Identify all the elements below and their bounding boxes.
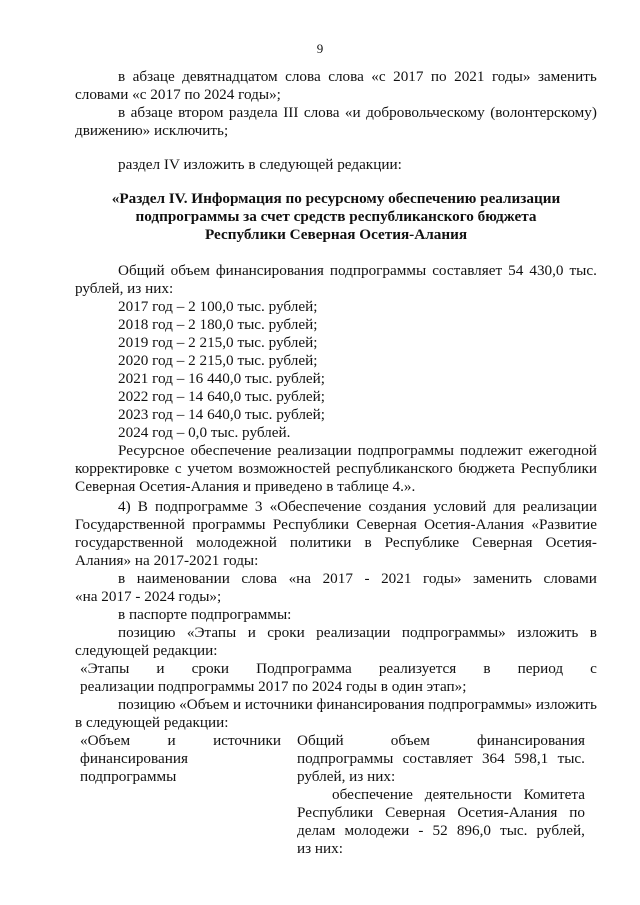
paragraph-line: реализации подпрограммы 2017 по 2024 годы в один этап»; (80, 678, 467, 695)
page-number: 9 (316, 41, 324, 56)
paragraph-line: раздел IV изложить в следующей редакции: (118, 156, 402, 173)
paragraph-line: Северная Осетия-Алания и приведено в таблице 4.». (75, 478, 416, 495)
table-right-line: обеспечение деятельности Комитета (332, 786, 585, 803)
table-right-line: из них: (297, 840, 343, 857)
table-left-line: «Объем и источники (80, 732, 281, 749)
paragraph-line: государственной молодежной политики в Республике Северная Осетия- (75, 534, 597, 551)
table-right-line: Общий объем финансирования (297, 732, 585, 749)
table-right-line: делам молодежи - 52 896,0 тыс. рублей, (297, 822, 585, 839)
paragraph-line: 2021 год – 16 440,0 тыс. рублей; (118, 370, 326, 387)
paragraph-line: позицию «Объем и источники финансирования подпрограммы» изложить (118, 696, 597, 713)
table-left-line: подпрограммы (80, 768, 177, 785)
paragraph-line: Алания» на 2017-2021 годы: (75, 552, 259, 569)
paragraph-line: «на 2017 - 2024 годы»; (75, 588, 222, 605)
paragraph-line: 2017 год – 2 100,0 тыс. рублей; (118, 298, 318, 315)
paragraph-line: Республики Северная Осетия-Алания (204, 226, 468, 243)
paragraph-line: Ресурсное обеспечение реализации подпрограммы подлежит ежегодной (118, 442, 597, 459)
table-right-line: подпрограммы составляет 364 598,1 тыс. (297, 750, 585, 767)
paragraph-line: в абзаце девятнадцатом слова слова «с 2017 по 2021 годы» заменить (118, 68, 597, 85)
paragraph-line: рублей, из них: (75, 280, 174, 297)
paragraph-line: «Раздел IV. Информация по ресурсному обеспечению реализации (111, 190, 561, 207)
table-right-line: рублей, из них: (297, 768, 396, 785)
paragraph-line: Государственной программы Республики Северная Осетия-Алания «Развитие (75, 516, 597, 533)
paragraph-line: 2022 год – 14 640,0 тыс. рублей; (118, 388, 326, 405)
paragraph-line: корректировке с учетом возможностей республиканского бюджета Республики (75, 460, 597, 477)
paragraph-line: следующей редакции: (75, 642, 218, 659)
table-right-line: Республики Северная Осетия-Алания по (297, 804, 585, 821)
paragraph-line: подпрограммы за счет средств республиканского бюджета (135, 208, 537, 225)
paragraph-line: движению» исключить; (75, 122, 229, 139)
paragraph-line: словами «с 2017 по 2024 годы»; (75, 86, 281, 103)
paragraph-line: 2024 год – 0,0 тыс. рублей. (118, 424, 291, 441)
paragraph-line: Общий объем финансирования подпрограммы составляет 54 430,0 тыс. (118, 262, 597, 279)
paragraph-line: 2020 год – 2 215,0 тыс. рублей; (118, 352, 318, 369)
paragraph-line: «Этапы и сроки Подпрограмма реализуется в период с (80, 660, 597, 677)
table-left-line: финансирования (80, 750, 188, 767)
paragraph-line: 2019 год – 2 215,0 тыс. рублей; (118, 334, 318, 351)
paragraph-line: в абзаце втором раздела III слова «и добровольческому (волонтерскому) (118, 104, 597, 121)
paragraph-line: в паспорте подпрограммы: (118, 606, 292, 623)
paragraph-line: 4) В подпрограмме 3 «Обеспечение создания условий для реализации (118, 498, 597, 515)
paragraph-line: 2023 год – 14 640,0 тыс. рублей; (118, 406, 326, 423)
paragraph-line: в следующей редакции: (75, 714, 229, 731)
paragraph-line: в наименовании слова «на 2017 - 2021 годы» заменить словами (118, 570, 597, 587)
paragraph-line: 2018 год – 2 180,0 тыс. рублей; (118, 316, 318, 333)
paragraph-line: позицию «Этапы и сроки реализации подпрограммы» изложить в (118, 624, 597, 641)
